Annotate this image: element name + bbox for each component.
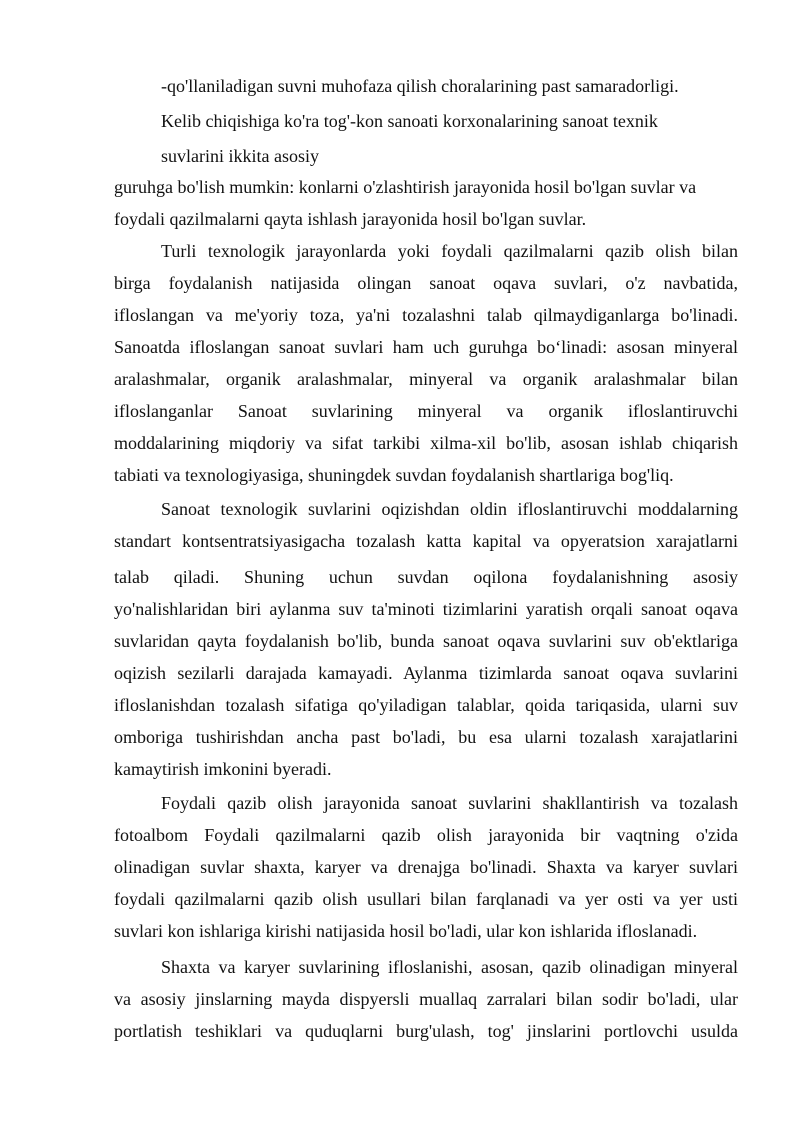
text-line: standart kontsentratsiyasigacha tozalash katta kapital va opyeratsion xarajatlarni (114, 531, 738, 551)
text-line: Kelib chiqishiga ko'ra tog'-kon sanoati korxonalarining sanoat texnik (161, 111, 658, 131)
text-line: aralashmalar, organik aralashmalar, minyeral va organik aralashmalar bilan (114, 369, 738, 389)
text-line: tabiati va texnologiyasiga, shuningdek suvdan foydalanish shartlariga bog'liq. (114, 465, 674, 485)
text-line: Sanoatda ifloslangan sanoat suvlari ham uch guruhga bo‘linadi: asosan minyeral (114, 337, 738, 357)
text-line: birga foydalanish natijasida olingan sanoat oqava suvlari, o'z navbatida, (114, 273, 738, 293)
text-line: Foydali qazib olish jarayonida sanoat suvlarini shakllantirish va tozalash (161, 793, 738, 813)
text-line: guruhga bo'lish mumkin: konlarni o'zlashtirish jarayonida hosil bo'lgan suvlar va (114, 177, 697, 197)
text-line: -qo'llaniladigan suvni muhofaza qilish choralarining past samaradorligi. (161, 76, 679, 96)
text-line: foydali qazilmalarni qazib olish usullari bilan farqlanadi va yer osti va yer usti (114, 889, 738, 909)
text-line: omboriga tushirishdan ancha past bo'ladi, bu esa ularni tozalash xarajatlarini (114, 727, 738, 747)
text-line: portlatish teshiklari va quduqlarni burg'ulash, tog' jinslarini portlovchi usulda (114, 1021, 738, 1041)
text-line: Turli texnologik jarayonlarda yoki foydali qazilmalarni qazib olish bilan (161, 241, 738, 261)
text-line: ifloslanganlar Sanoat suvlarining minyeral va organik ifloslantiruvchi (114, 401, 738, 421)
text-line: kamaytirish imkonini byeradi. (114, 759, 332, 779)
text-line: moddalarining miqdoriy va sifat tarkibi xilma-xil bo'lib, asosan ishlab chiqarish (114, 433, 738, 453)
text-line: Shaxta va karyer suvlarining ifloslanishi, asosan, qazib olinadigan minyeral (161, 957, 738, 977)
text-line: Sanoat texnologik suvlarini oqizishdan oldin ifloslantiruvchi moddalarning (161, 499, 738, 519)
text-line: suvlari kon ishlariga kirishi natijasida hosil bo'ladi, ular kon ishlarida ifloslanadi. (114, 921, 698, 941)
text-line: va asosiy jinslarning mayda dispyersli muallaq zarralari bilan sodir bo'ladi, ular (114, 989, 738, 1009)
text-line: oqizish sezilarli darajada kamayadi. Aylanma tizimlarda sanoat oqava suvlarini (114, 663, 738, 683)
text-line: talab qiladi. Shuning uchun suvdan oqilona foydalanishning asosiy (114, 567, 738, 587)
text-line: ifloslangan va me'yoriy toza, ya'ni tozalashni talab qilmaydiganlarga bo'linadi. (114, 305, 738, 325)
text-line: suvlaridan qayta foydalanish bo'lib, bunda sanoat oqava suvlarini suv ob'ektlariga (114, 631, 738, 651)
text-line: yo'nalishlaridan biri aylanma suv ta'minoti tizimlarini yaratish orqali sanoat oqava (114, 599, 738, 619)
text-line: foydali qazilmalarni qayta ishlash jarayonida hosil bo'lgan suvlar. (114, 209, 587, 229)
text-line: ifloslanishdan tozalash sifatiga qo'yiladigan talablar, qoida tariqasida, ularni suv (114, 695, 738, 715)
text-line: suvlarini ikkita asosiy (161, 146, 319, 166)
text-line: fotoalbom Foydali qazilmalarni qazib olish jarayonida bir vaqtning o'zida (114, 825, 738, 845)
text-line: olinadigan suvlar shaxta, karyer va drenajga bo'linadi. Shaxta va karyer suvlari (114, 857, 738, 877)
